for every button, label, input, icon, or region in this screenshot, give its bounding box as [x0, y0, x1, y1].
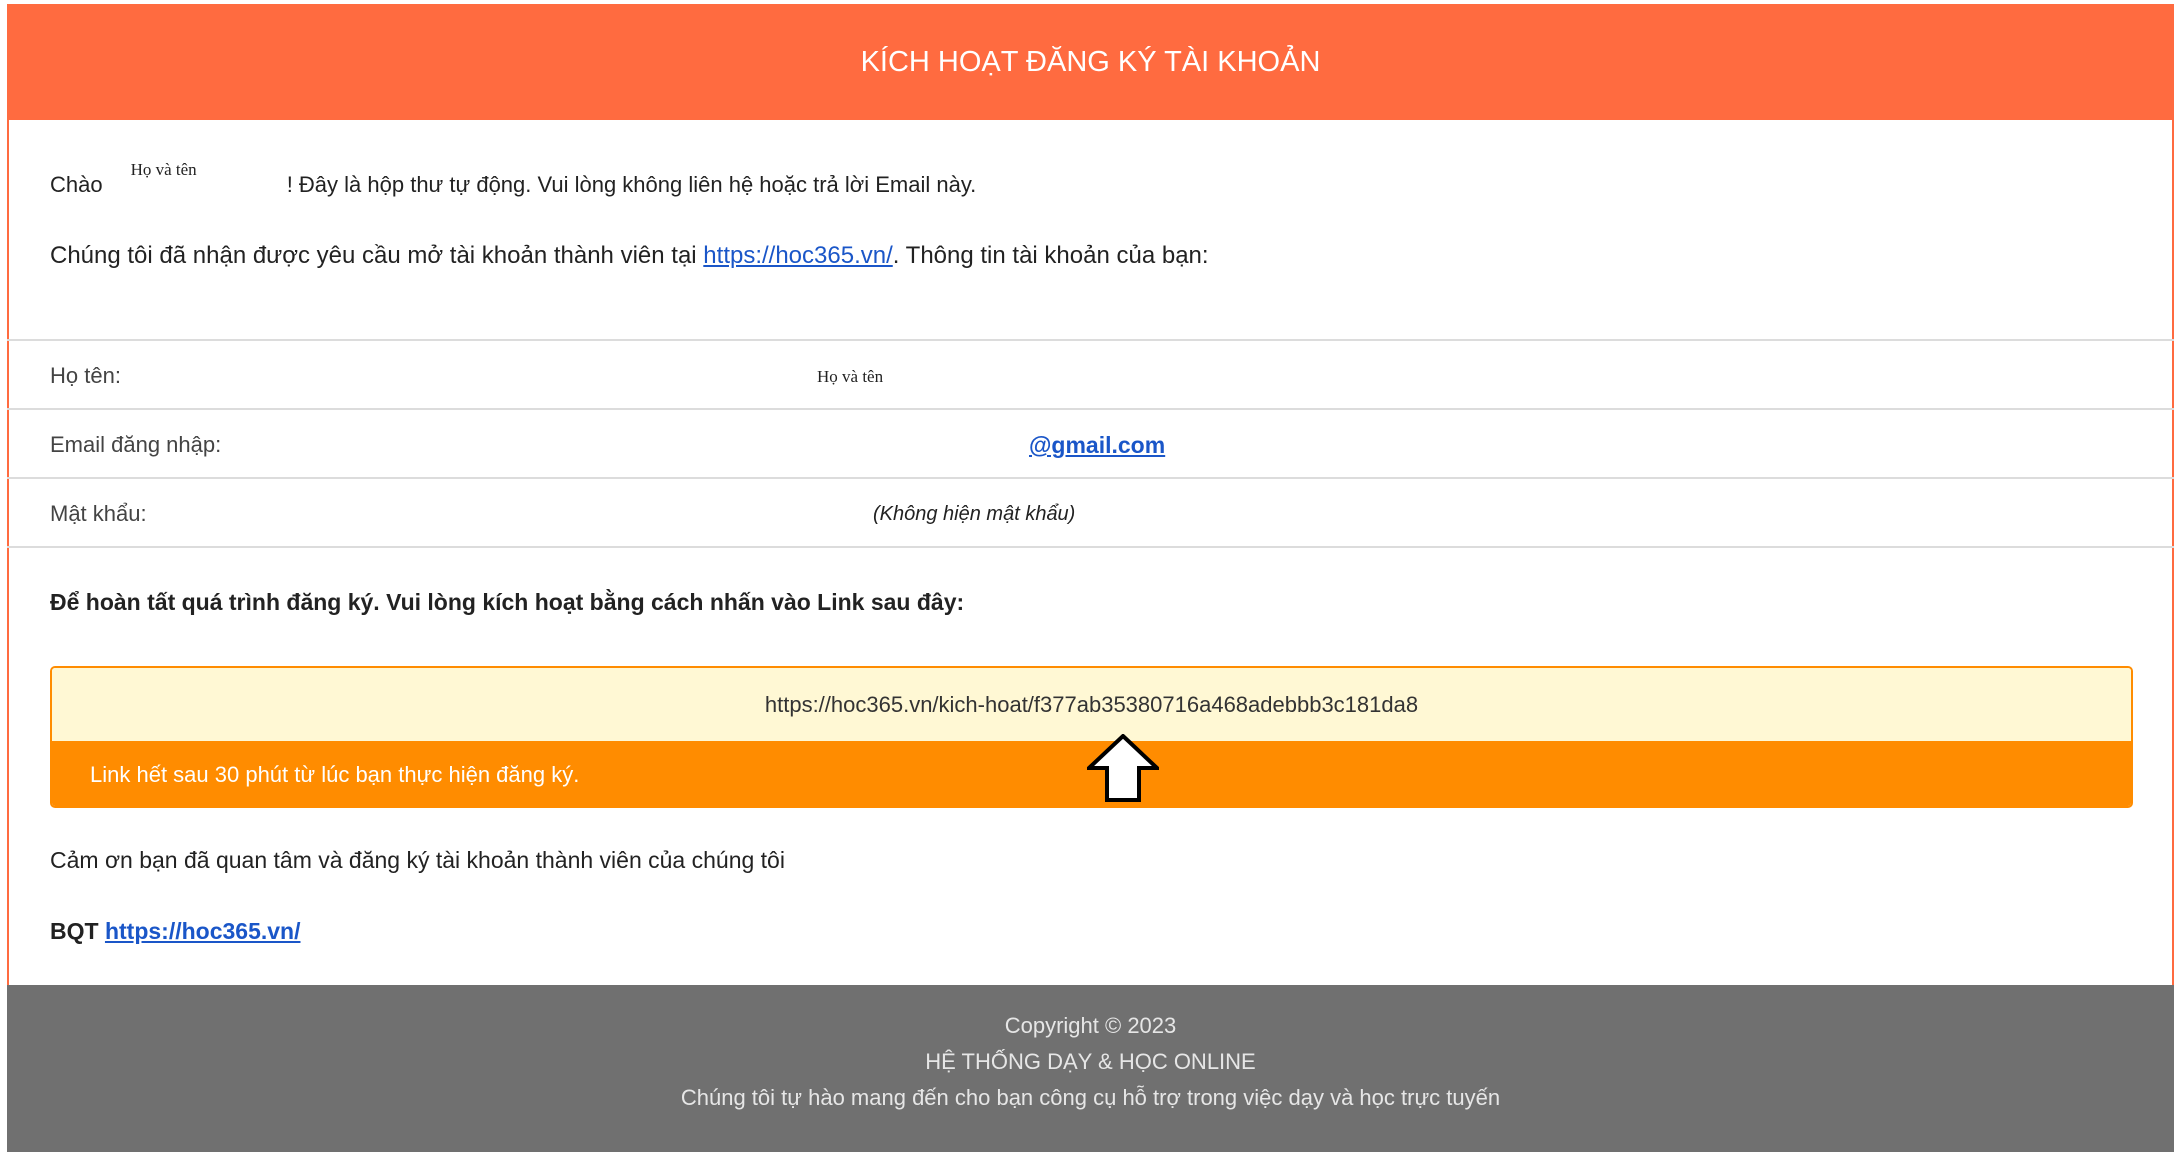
account-info-table	[7, 339, 2174, 548]
greeting-prefix: Chào	[50, 172, 103, 197]
footer-copyright: Copyright © 2023	[1004, 1013, 1177, 1038]
intro-line	[50, 242, 1209, 270]
greeting-suffix: ! Đây là hộp thư tự động. Vui lòng không liên hệ hoặc trả lời Email này.	[286, 172, 977, 197]
activation-link-area	[52, 668, 2131, 741]
info-row-email	[7, 408, 2174, 477]
footer-system-name: HỆ THỐNG DẠY & HỌC ONLINE	[925, 1049, 1256, 1074]
greeting-line	[50, 160, 977, 198]
signature	[50, 918, 301, 945]
email-label: Email đăng nhập:	[50, 432, 222, 457]
site-link[interactable]: https://hoc365.vn/	[703, 242, 893, 269]
email-title: KÍCH HOẠT ĐĂNG KÝ TÀI KHOẢN	[860, 46, 1321, 78]
activation-link[interactable]: https://hoc365.vn/kich-hoat/f377ab35380716a468adebbb3c181da8	[764, 692, 1419, 717]
intro-text-before: Chúng tôi đã nhận được yêu cầu mở tài khoản thành viên tại	[50, 242, 704, 269]
thanks-message: Cảm ơn bạn đã quan tâm và đăng ký tài khoản thành viên của chúng tôi	[50, 847, 785, 873]
email-value-link[interactable]: @gmail.com	[1029, 432, 1166, 458]
email-body	[7, 4, 2174, 1152]
footer-tagline: Chúng tôi tự hào mang đến cho bạn công cụ hỗ trợ trong việc dạy và học trực tuyến	[680, 1085, 1501, 1110]
email-header	[7, 4, 2174, 120]
expire-note: Link hết sau 30 phút từ lúc bạn thực hiện đăng ký.	[52, 741, 2131, 808]
info-row-password	[7, 477, 2174, 548]
activation-instruction: Để hoàn tất quá trình đăng ký. Vui lòng kích hoạt bằng cách nhấn vào Link sau đây:	[50, 589, 965, 615]
email-footer	[7, 985, 2174, 1152]
signature-prefix: BQT	[50, 918, 99, 944]
password-value: (Không hiện mật khẩu)	[873, 503, 1076, 525]
up-arrow-icon	[1087, 734, 1159, 802]
greeting-name: Họ và tên	[130, 160, 197, 179]
password-label: Mật khẩu:	[50, 501, 147, 526]
info-row-name	[7, 339, 2174, 408]
intro-text-after: . Thông tin tài khoản của bạn:	[892, 242, 1209, 269]
name-value: Họ và tên	[817, 367, 884, 386]
name-label: Họ tên:	[50, 363, 121, 388]
signature-link[interactable]: https://hoc365.vn/	[104, 918, 301, 944]
